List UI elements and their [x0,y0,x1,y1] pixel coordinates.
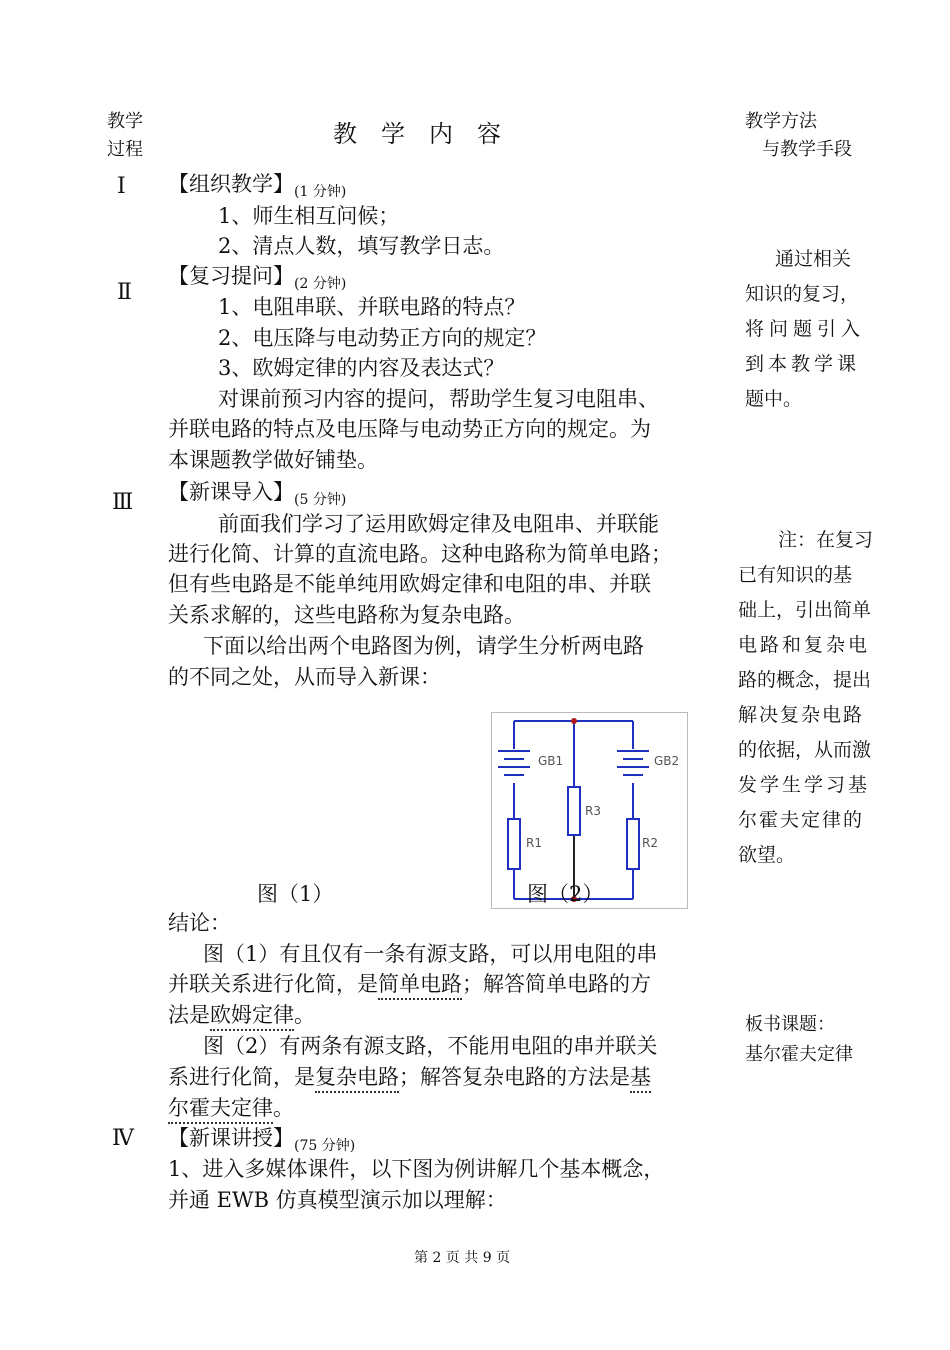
header-col-process-line2: 过程 [107,139,143,160]
emphasis-kirchhoff-law: 尔霍夫定律 [168,1096,273,1124]
conclusion-p2-line-1: 图（2）有两条有源支路，不能用电阻的串并联关 [203,1034,658,1058]
figure-caption-1: 图（1） [257,882,334,906]
label-r2: R2 [642,836,658,850]
label-r3: R3 [585,804,601,818]
conclusion-title: 结论： [168,911,231,935]
step2-para-line-3: 本课题教学做好铺垫。 [168,448,378,472]
conclusion-p1-line-3: 法是欧姆定律。 [168,999,315,1029]
step3-para1-line-2: 进行化简、计算的直流电路。这种电路称为简单电路； [168,542,672,566]
conclusion-p1-line-2: 并联关系进行化简，是简单电路；解答简单电路的方 [168,968,651,998]
step-time-1: (1 分钟) [294,184,347,200]
step3-para2-line-1: 下面以给出两个电路图为例，请学生分析两电路 [203,634,644,658]
step1-line-1: 1、师生相互问候； [218,204,400,228]
step-number-3: Ⅲ [112,490,134,515]
step-title-3: 【新课导入】$_{(5 分钟)}$ [168,480,347,508]
conclusion-p1-line-1: 图（1）有且仅有一条有源支路，可以用电阻的串 [203,942,658,966]
step1-line-2: 2、清点人数，填写教学日志。 [218,234,505,258]
step-time-2: (2 分钟) [294,276,347,292]
step3-para1-line-1: 前面我们学习了运用欧姆定律及电阻串、并联能 [218,512,659,536]
step4-line-2: 并通 EWB 仿真模型演示加以理解： [168,1188,507,1212]
step2-para-line-1: 对课前预习内容的提问，帮助学生复习电阻串、 [218,387,659,411]
step3-para1-line-3: 但有些电路是不能单纯用欧姆定律和电阻的串、并联 [168,572,651,596]
label-gb2: GB2 [654,754,680,768]
header-col-content: 教 学 内 容 [333,120,501,148]
step4-line-1: 1、进入多媒体课件，以下图为例讲解几个基本概念， [168,1157,665,1181]
step-title-2: 【复习提问】$_{(2 分钟)}$ [168,264,347,292]
header-col-method-line2: 与教学手段 [762,139,852,160]
emphasis-complex-circuit: 复杂电路 [315,1065,399,1093]
step3-para1-line-4: 关系求解的，这些电路称为复杂电路。 [168,603,525,627]
conclusion-p2-line-3: 尔霍夫定律。 [168,1092,294,1122]
step-time-4: (75 分钟) [294,1138,356,1154]
resistor-r3 [568,787,580,835]
label-r1: R1 [526,836,542,850]
page-footer: 第 2 页 共 9 页 [414,1250,511,1266]
resistor-r2 [627,819,639,869]
right-note-intro: 注：在复习 已有知识的基 础上，引出简单 电路和复杂电 路的概念，提出 解决复杂电路 的依据，从而激 发学生学习基 尔霍夫定律的 欲望。 [738,529,874,866]
header-col-method-line1: 教学方法 [745,111,817,132]
step-title-4: 【新课讲授】$_{(75 分钟)}$ [168,1126,356,1154]
conclusion-p2-line-2: 系进行化简，是复杂电路；解答复杂电路的方法是基 [168,1061,651,1091]
step2-line-3: 3、欧姆定律的内容及表达式？ [218,356,505,380]
label-gb1: GB1 [538,754,564,768]
step2-line-2: 2、电压降与电动势正方向的规定？ [218,326,547,350]
emphasis-ohms-law: 欧姆定律 [210,1003,294,1031]
right-note-board-title: 板书课题： 基尔霍夫定律 [745,1014,853,1065]
step2-line-1: 1、电阻串联、并联电路的特点？ [218,295,526,319]
right-note-review: 通过相关 知识的复习， 将问题引入 到本教学课 题中。 [745,248,866,410]
step2-para-line-2: 并联电路的特点及电压降与电动势正方向的规定。为 [168,417,651,441]
emphasis-simple-circuit: 简单电路 [378,972,462,1000]
junction-node-top [571,718,577,724]
step-number-1: Ⅰ [117,174,126,199]
step-title-1: 【组织教学】$_{(1 分钟)}$ [168,172,347,200]
step-number-4: Ⅳ [112,1126,134,1151]
step3-para2-line-2: 的不同之处，从而导入新课： [168,665,441,689]
resistor-r1 [508,819,520,869]
header-col-process-line1: 教学 [107,111,143,132]
figure-caption-2: 图（2） [527,882,604,906]
step-number-2: Ⅱ [117,280,132,305]
step-time-3: (5 分钟) [294,492,347,508]
